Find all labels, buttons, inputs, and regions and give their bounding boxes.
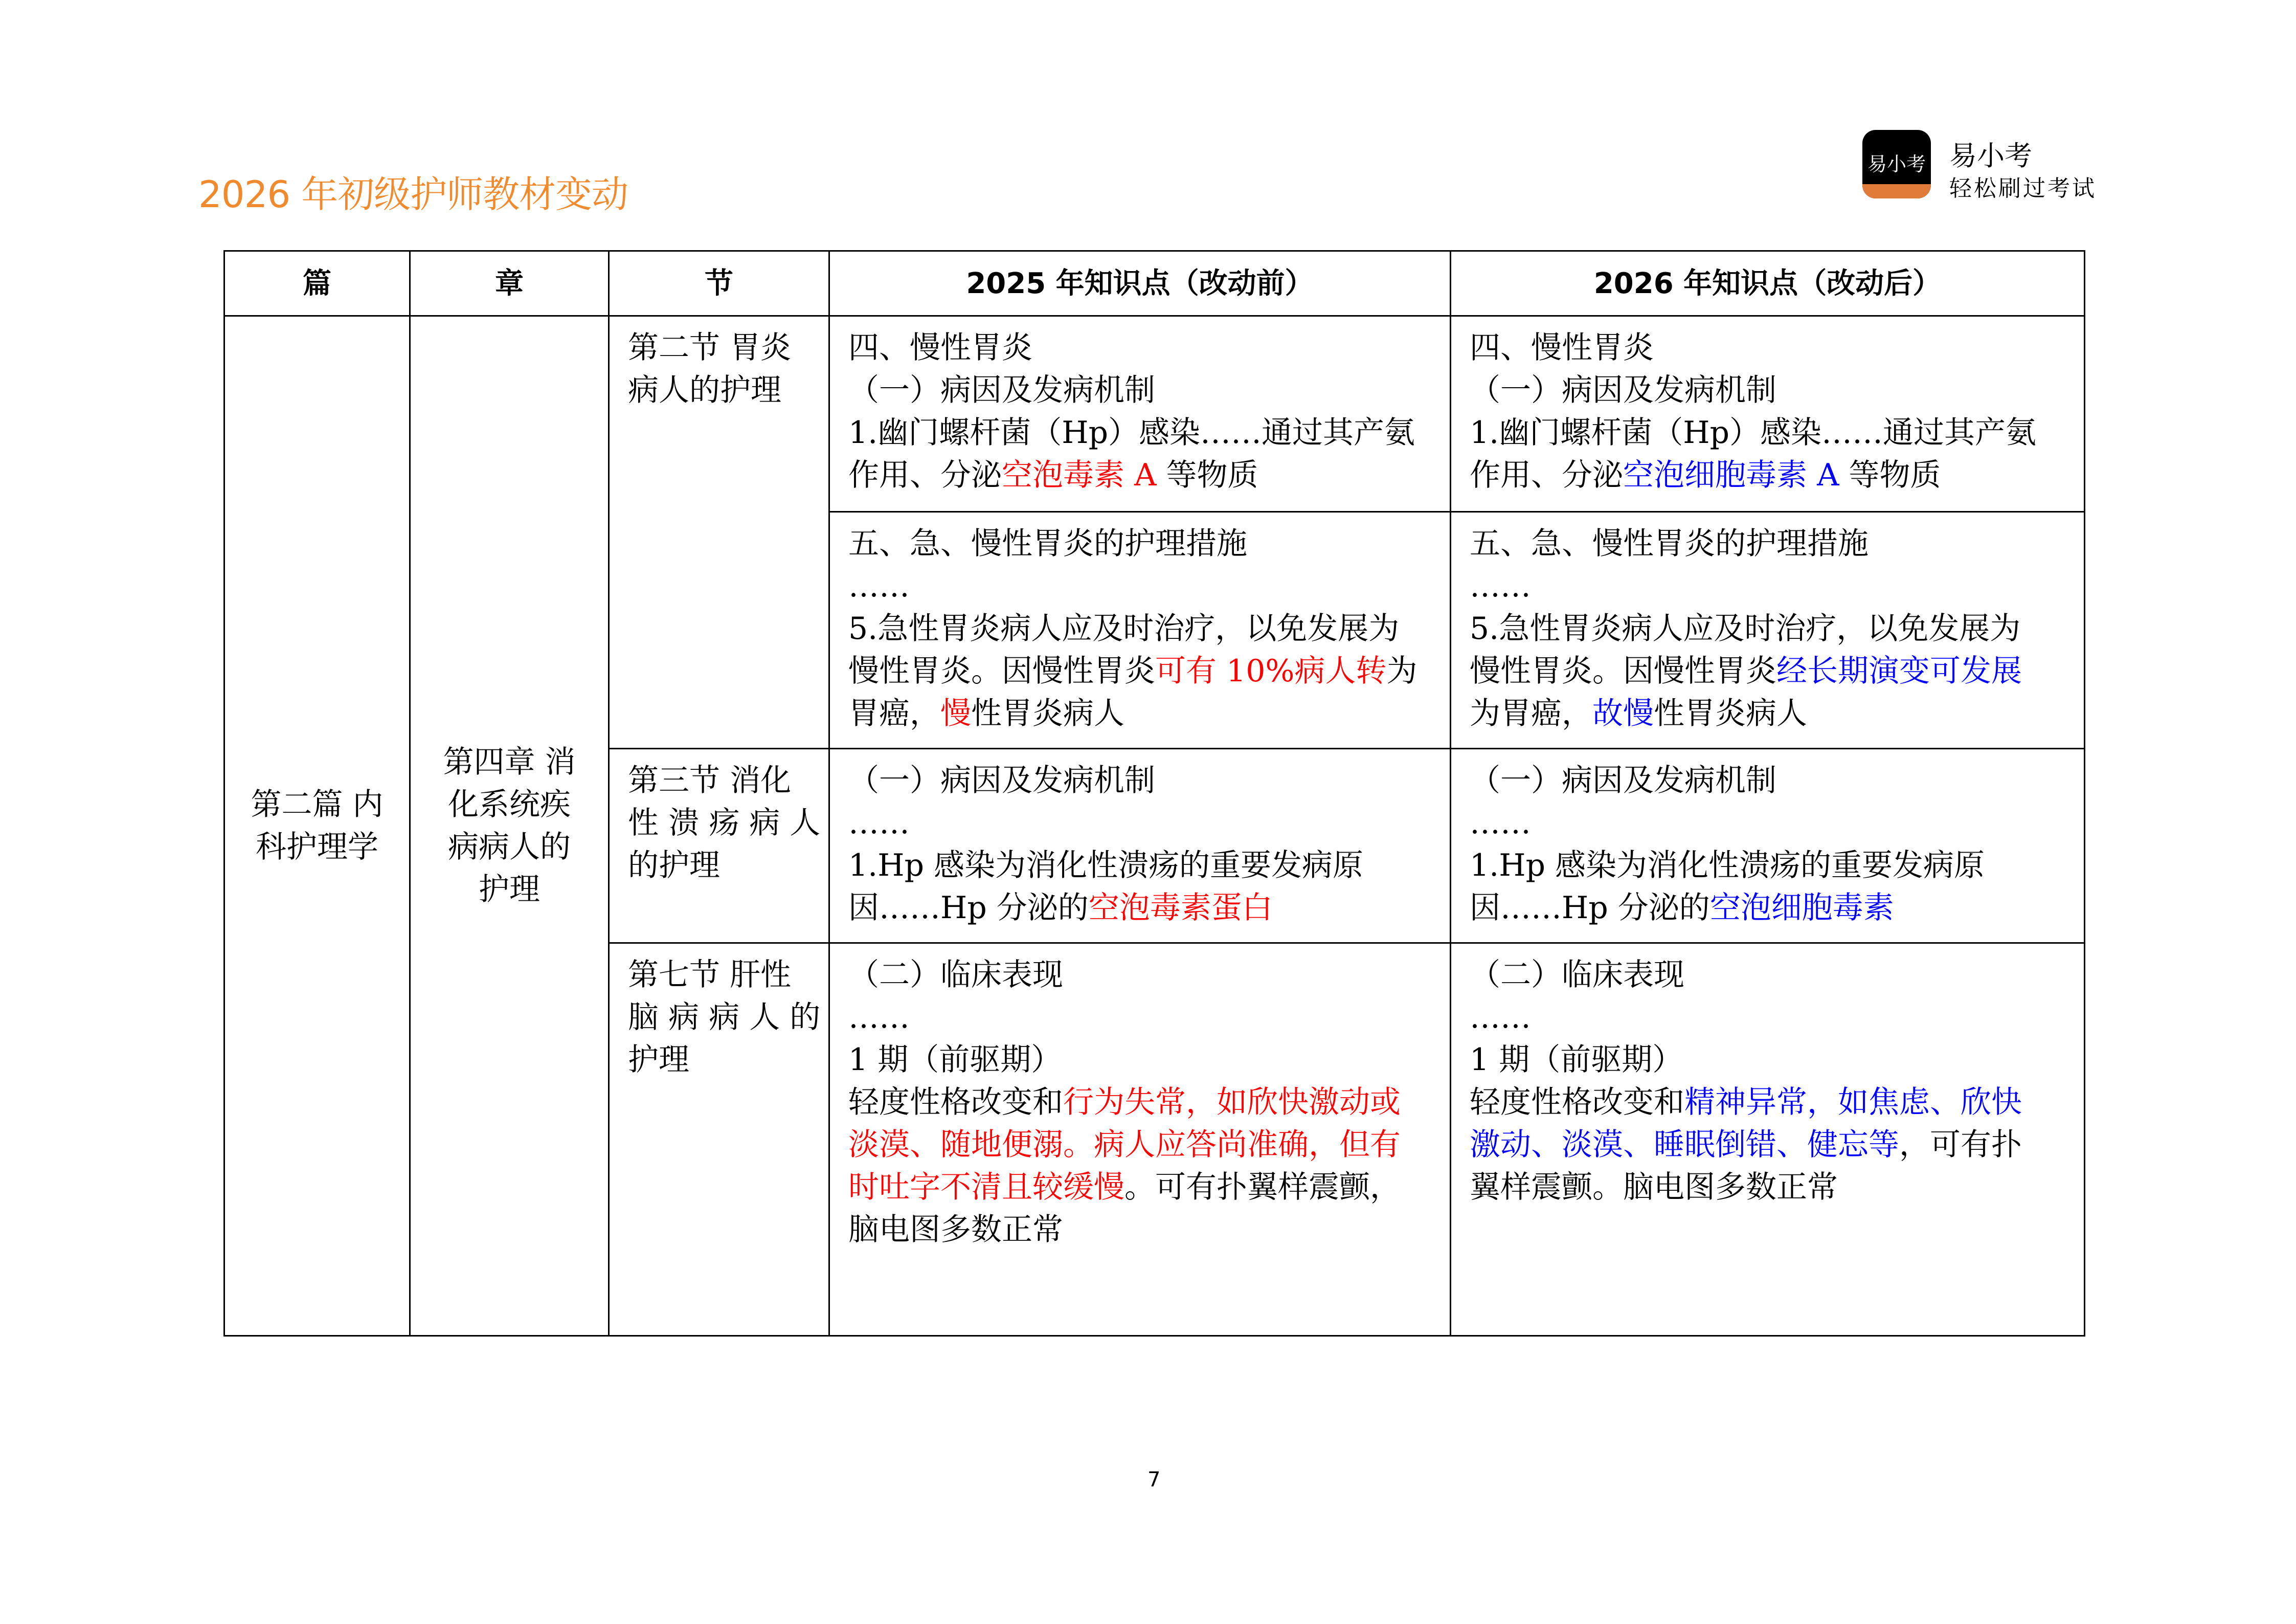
text-line (1470, 954, 2068, 996)
logo-accent-bar (1862, 184, 1931, 198)
removed-text: 慢 (940, 696, 971, 731)
changes-table (223, 250, 2085, 1337)
header-pian: 篇 (224, 251, 410, 316)
text-line (1470, 1081, 2068, 1124)
logo-icon (1862, 130, 1931, 198)
text-segment: 第七节 肝性 (628, 957, 792, 993)
text-segment: 护理 (628, 1042, 689, 1078)
text-line (848, 412, 1434, 454)
text-line (848, 802, 1434, 844)
text-segment: 翼样震颤。脑电图多数正常 (1470, 1169, 1838, 1205)
text-line (628, 802, 821, 844)
logo-icon-text: 易小考 (1867, 153, 1926, 175)
text-segment: 第四章 消 (443, 744, 576, 780)
added-text: 精神异常，如焦虑、欣快 (1684, 1084, 2022, 1120)
added-text: 经长期演变可发展 (1776, 653, 2022, 689)
section-cell (609, 943, 829, 1336)
text-segment: 1 期（前驱期） (848, 1042, 1062, 1078)
text-line (1470, 1166, 2068, 1209)
added-text: 故慢 (1592, 696, 1654, 731)
text-line (1470, 650, 2068, 693)
text-line (1470, 523, 2068, 565)
before-cell (829, 943, 1451, 1336)
text-line (848, 954, 1434, 996)
text-line (628, 1039, 813, 1081)
text-segment: 的护理 (628, 848, 720, 883)
text-segment: 五、急、慢性胃炎的护理措施 (1470, 526, 1869, 562)
added-text: 激动、淡漠、睡眠倒错、健忘等 (1470, 1127, 1899, 1163)
text-segment: 第三节 消化 (628, 763, 792, 798)
text-segment: 因……Hp 分泌的 (1470, 890, 1710, 926)
text-line (848, 693, 1434, 735)
after-cell (1451, 512, 2085, 749)
text-segment: 化系统疾 (448, 786, 571, 822)
removed-text: 空泡毒素 A (1002, 457, 1157, 493)
text-line (1470, 327, 2068, 369)
text-line (848, 369, 1434, 412)
text-line (1470, 693, 2068, 735)
after-cell (1451, 316, 2085, 512)
text-line (848, 454, 1434, 497)
text-line (628, 369, 813, 412)
text-segment: 第二节 胃炎 (628, 330, 792, 366)
text-line (1470, 996, 2068, 1039)
text-segment: 性 溃 疡 病 人 (628, 805, 821, 841)
text-line (628, 760, 813, 802)
text-line (421, 826, 598, 869)
table-row (224, 316, 2085, 512)
text-segment: 轻度性格改变和 (1470, 1084, 1684, 1120)
text-line (848, 1166, 1434, 1209)
text-segment: …… (1470, 805, 1531, 841)
header-jie: 节 (609, 251, 829, 316)
text-segment: 脑 病 病 人 的 (628, 999, 821, 1035)
text-line (1470, 1039, 2068, 1081)
text-line (421, 741, 598, 784)
pian-cell (224, 316, 410, 1336)
text-line (1470, 1124, 2068, 1166)
zhang-cell (410, 316, 609, 1336)
text-segment: 5.急性胃炎病人应及时治疗，以免发展为 (848, 611, 1400, 647)
text-line (628, 996, 821, 1039)
text-segment: 为 (1386, 653, 1417, 689)
text-segment: 作用、分泌 (848, 457, 1002, 493)
text-segment: ，可有扑 (1899, 1127, 2022, 1163)
text-segment: 1.Hp 感染为消化性溃疡的重要发病原 (1470, 848, 1985, 883)
after-cell (1451, 943, 2085, 1336)
after-cell (1451, 749, 2085, 943)
text-line (628, 327, 813, 369)
text-segment: 因……Hp 分泌的 (848, 890, 1089, 926)
text-line (848, 608, 1434, 650)
removed-text: 时吐字不清且较缓慢 (848, 1169, 1124, 1205)
text-segment: 四、慢性胃炎 (848, 330, 1032, 366)
before-cell (829, 316, 1451, 512)
header-before: 2025 年知识点（改动前） (829, 251, 1451, 316)
text-segment: 。可有扑翼样震颤， (1124, 1169, 1401, 1205)
text-line (848, 1081, 1434, 1124)
removed-text: 可有 10%病人转 (1155, 653, 1387, 689)
added-text: 空泡细胞毒素 (1709, 890, 1894, 926)
text-line (848, 844, 1434, 887)
text-segment: 科护理学 (256, 829, 378, 865)
added-text: 空泡细胞毒素 A (1623, 457, 1839, 493)
text-line (848, 1124, 1434, 1166)
text-line (848, 1209, 1434, 1251)
section-cell (609, 316, 829, 749)
page-number: 7 (1147, 1468, 1161, 1492)
text-segment: （一）病因及发病机制 (848, 763, 1155, 798)
text-line (235, 784, 399, 826)
text-line (1470, 412, 2068, 454)
text-line (1470, 802, 2068, 844)
text-line (1470, 454, 2068, 497)
text-segment: …… (1470, 999, 1531, 1035)
text-segment: 护理 (479, 871, 540, 907)
removed-text: 淡漠、随地便溺。病人应答尚准确，但有 (848, 1127, 1401, 1163)
text-segment: 1 期（前驱期） (1470, 1042, 1683, 1078)
header-zhang: 章 (410, 251, 609, 316)
text-segment: （一）病因及发病机制 (1470, 372, 1776, 408)
text-line (421, 784, 598, 826)
text-line (235, 826, 399, 869)
before-cell (829, 512, 1451, 749)
text-segment: 慢性胃炎。因慢性胃炎 (848, 653, 1155, 689)
text-segment: 脑电图多数正常 (848, 1212, 1063, 1248)
text-segment: 性胃炎病人 (1654, 696, 1807, 731)
text-segment: …… (1470, 568, 1531, 604)
text-segment: 等物质 (1839, 457, 1941, 493)
text-line (1470, 565, 2068, 608)
text-line (1470, 608, 2068, 650)
text-segment: 为胃癌， (1470, 696, 1592, 731)
before-cell (829, 749, 1451, 943)
text-segment: （二）临床表现 (1470, 957, 1684, 993)
text-line (848, 327, 1434, 369)
text-segment: 病病人的 (448, 829, 571, 865)
text-line (1470, 887, 2068, 929)
text-line (421, 869, 598, 911)
text-segment: （一）病因及发病机制 (848, 372, 1155, 408)
logo-name: 易小考 (1949, 140, 2032, 172)
logo-slogan: 轻松刷过考试 (1949, 175, 2097, 202)
text-segment: 作用、分泌 (1470, 457, 1623, 493)
text-line (848, 650, 1434, 693)
table-header-row (224, 251, 2085, 316)
text-line (1470, 844, 2068, 887)
text-segment: …… (848, 568, 910, 604)
text-line (848, 887, 1434, 929)
text-segment: 性胃炎病人 (971, 696, 1124, 731)
text-line (848, 760, 1434, 802)
page-title: 2026 年初级护师教材变动 (198, 173, 628, 216)
text-segment: 轻度性格改变和 (848, 1084, 1063, 1120)
text-line (628, 844, 813, 887)
text-segment: 胃癌， (848, 696, 940, 731)
text-segment: 1.Hp 感染为消化性溃疡的重要发病原 (848, 848, 1364, 883)
text-segment: 四、慢性胃炎 (1470, 330, 1654, 366)
text-segment: 1.幽门螺杆菌（Hp）感染……通过其产氨 (1470, 415, 2036, 451)
text-line (628, 954, 813, 996)
text-line (848, 1039, 1434, 1081)
removed-text: 空泡毒素蛋白 (1088, 890, 1273, 926)
text-segment: （二）临床表现 (848, 957, 1063, 993)
text-segment: …… (848, 999, 910, 1035)
text-segment: 五、急、慢性胃炎的护理措施 (848, 526, 1247, 562)
text-segment: …… (848, 805, 910, 841)
section-cell (609, 749, 829, 943)
text-line (1470, 369, 2068, 412)
text-segment: 病人的护理 (628, 372, 781, 408)
text-segment: （一）病因及发病机制 (1470, 763, 1776, 798)
header-after: 2026 年知识点（改动后） (1451, 251, 2085, 316)
text-segment: 5.急性胃炎病人应及时治疗，以免发展为 (1470, 611, 2021, 647)
text-segment: 第二篇 内 (251, 786, 384, 822)
text-segment: 1.幽门螺杆菌（Hp）感染……通过其产氨 (848, 415, 1415, 451)
text-segment: 慢性胃炎。因慢性胃炎 (1470, 653, 1776, 689)
text-segment: 等物质 (1156, 457, 1258, 493)
text-line (848, 996, 1434, 1039)
text-line (848, 565, 1434, 608)
text-line (1470, 760, 2068, 802)
removed-text: 行为失常，如欣快激动或 (1063, 1084, 1401, 1120)
text-line (848, 523, 1434, 565)
